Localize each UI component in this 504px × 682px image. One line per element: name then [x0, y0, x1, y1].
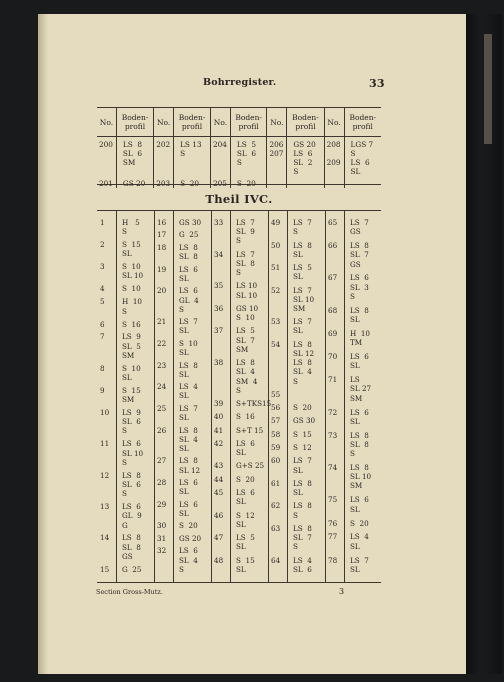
col-header-no: No.: [210, 108, 230, 137]
soil-profile: LS 7 SL 9 S: [236, 218, 255, 246]
col-header-profile: Boden- profil: [116, 108, 153, 137]
soil-profile: LS 8 S: [293, 501, 312, 520]
boring-number: 78: [328, 555, 338, 565]
boring-number: 65: [328, 218, 338, 227]
col-header-no: No.: [267, 108, 287, 137]
soil-profile: G 25: [179, 230, 199, 240]
boring-number: 73: [328, 430, 338, 440]
soil-profile: S 16: [122, 319, 141, 329]
table-row: [97, 137, 381, 177]
boring-number: 28: [157, 478, 167, 488]
boring-number: 44: [214, 474, 224, 484]
soil-profile: LS 8 SL 8 S: [350, 430, 369, 459]
soil-profile: LS SL 27 SM: [350, 375, 372, 403]
soil-profile: LS 6 SL: [236, 488, 255, 507]
cell-no: 205: [210, 176, 230, 188]
boring-number: 13: [100, 502, 110, 512]
soil-profile: LS 4 SL: [179, 382, 198, 401]
boring-number: 45: [214, 488, 224, 498]
boring-number: 12: [100, 470, 110, 480]
boring-number: 70: [328, 352, 338, 362]
table-column-rule: [268, 210, 269, 582]
boring-number: 1: [100, 218, 105, 227]
boring-number: 4: [100, 284, 105, 294]
soil-profile: LS 7 SL: [293, 317, 312, 336]
soil-profile: GS 30: [293, 416, 316, 426]
soil-profile: LS 6 SL: [179, 478, 198, 497]
boring-number: 67: [328, 273, 338, 283]
cell-profile: LGS 7 S LS 6 SL: [350, 140, 374, 176]
soil-profile: LS 9 SL 5 SM: [122, 332, 141, 360]
soil-profile: S 12 SL: [236, 510, 255, 529]
soil-profile: S+TKS15: [236, 399, 272, 409]
boring-number: 48: [214, 555, 224, 565]
boring-number: 63: [271, 523, 281, 533]
soil-profile: LS 7 SL: [293, 456, 312, 475]
soil-profile: S 16: [236, 412, 255, 422]
section-divider: [97, 184, 381, 185]
soil-profile: LS 7 GS: [350, 218, 369, 237]
soil-profile: LS 8 SL 7 GS: [350, 241, 369, 269]
soil-profile: LS 10 SL 10: [236, 281, 258, 300]
boring-number: 62: [271, 501, 281, 511]
soil-profile: S 10 SL: [122, 363, 141, 382]
boring-number: 61: [271, 478, 281, 488]
boring-number: 16: [157, 218, 167, 227]
soil-profile: GS 20: [179, 533, 202, 543]
table-column-rule: [116, 210, 117, 582]
soil-profile: LS 8 SL 4 SL: [179, 425, 198, 453]
boring-number: 8: [100, 363, 105, 373]
table-column-rule: [230, 210, 231, 582]
col-header-profile: Boden- profil: [344, 108, 381, 137]
cell-no: [324, 176, 344, 188]
col-header-profile: Boden- profil: [287, 108, 324, 137]
soil-profile: LS 6 SL: [350, 407, 369, 426]
boring-number: 39: [214, 399, 224, 409]
soil-profile: LS 8 SL 8: [179, 242, 198, 262]
soil-profile: H 10 TM: [350, 328, 370, 348]
soil-profile: S 12: [293, 443, 312, 453]
col-header-no: No.: [154, 108, 174, 137]
boring-number: 14: [100, 533, 110, 543]
cell-no: 208 209: [324, 137, 344, 177]
soil-profile: LS 8 SL: [179, 360, 198, 379]
soil-profile: GS 30: [179, 218, 202, 227]
boring-number: 38: [214, 358, 224, 368]
boring-number: 50: [271, 240, 281, 250]
soil-profile: LS 8 SL 10 SM: [350, 463, 372, 491]
footer-signature: 3: [339, 587, 345, 596]
soil-profile: LS 7 SL: [179, 317, 198, 336]
boring-number: 41: [214, 425, 224, 435]
soil-profile: S 15 SL: [236, 555, 255, 574]
boring-number: 76: [328, 518, 338, 528]
soil-profile: LS 8 SL 7 S: [293, 523, 312, 552]
soil-profile: LS 8 SL 6 S: [122, 470, 141, 499]
soil-profile: S 15 SM: [122, 385, 141, 405]
soil-profile: LS 8 SL 8 GS: [122, 533, 141, 561]
boring-number: 47: [214, 533, 224, 543]
boring-number: 58: [271, 429, 281, 439]
boring-number: 40: [214, 412, 224, 422]
soil-profile: LS 6 SL 4 S: [179, 546, 198, 574]
boring-number: 71: [328, 375, 338, 385]
boring-number: 5: [100, 297, 105, 307]
cell-profile: [287, 176, 324, 188]
boring-number: 17: [157, 230, 167, 240]
boring-number: 20: [157, 286, 167, 296]
soil-profile: LS 7 SL 8 S: [236, 249, 255, 278]
footer-section-name: Section Gross-Mutz.: [96, 588, 163, 596]
boring-number: 6: [100, 319, 105, 329]
boring-number: 51: [271, 263, 281, 272]
soil-profile: LS 6 SL 10 S: [122, 439, 144, 467]
boring-number: 32: [157, 546, 167, 556]
soil-profile: LS 6 SL 3 S: [350, 273, 369, 301]
soil-profile: LS 5 SL 7 SM: [236, 326, 255, 354]
boring-number: 37: [214, 326, 224, 336]
table-column-rule: [325, 210, 326, 582]
table-column-rule: [287, 210, 288, 582]
cell-no: 202: [154, 137, 174, 177]
soil-profile: S 15: [293, 429, 312, 439]
soil-profile: LS 5 SL: [293, 263, 312, 282]
boring-number: 18: [157, 242, 167, 252]
cell-profile: GS 20 LS 6 SL 2 S: [287, 137, 324, 177]
running-head-title: Bohrregister.: [203, 77, 277, 88]
soil-profile: LS 6 SL: [179, 264, 198, 283]
boring-number: 27: [157, 456, 167, 466]
soil-profile: LS 6 SL: [350, 495, 369, 514]
boring-number: 23: [157, 360, 167, 370]
cell-no: [267, 176, 287, 188]
table-column-rule: [154, 210, 155, 582]
soil-profile: LS 4 SL 6: [293, 555, 312, 574]
cell-no: 203: [154, 176, 174, 188]
soil-profile: LS 8 SL 4 SM 4 S: [236, 358, 258, 395]
cell-profile: [344, 176, 381, 188]
col-header-no: No.: [324, 108, 344, 137]
boring-number: 30: [157, 521, 167, 531]
boring-number: 43: [214, 461, 224, 471]
boring-number: 46: [214, 510, 224, 520]
boring-number: 33: [214, 218, 224, 227]
boring-number: 35: [214, 281, 224, 291]
boring-number: 74: [328, 463, 338, 473]
table-column-rule: [211, 210, 212, 582]
soil-profile: S 10 SL: [179, 338, 198, 358]
boring-number: 10: [100, 408, 110, 418]
soil-profile: LS 7 S: [293, 218, 312, 237]
soil-profile: LS 8 SL: [293, 478, 312, 498]
soil-profile: G+S 25: [236, 461, 265, 471]
boring-number: 34: [214, 249, 224, 259]
col-header-profile: Boden- profil: [174, 108, 211, 137]
boring-number: 49: [271, 218, 281, 227]
cell-profile: GS 20: [116, 176, 153, 188]
cell-profile: S 20: [230, 176, 267, 188]
boring-number: 64: [271, 555, 281, 565]
book-edge: [466, 14, 502, 674]
boring-number: 54: [271, 339, 281, 349]
boring-number: 66: [328, 241, 338, 251]
boring-number: 26: [157, 425, 167, 435]
cell-profile: LS 5 SL 6 S: [230, 137, 267, 177]
soil-profile: S 15 SL: [122, 240, 141, 259]
boring-number: 24: [157, 382, 167, 392]
cell-profile: LS 8 SL 6 SM: [116, 137, 153, 177]
boring-number: 3: [100, 262, 105, 272]
soil-profile: LS 8 SL: [350, 305, 369, 325]
boring-number: 7: [100, 332, 105, 342]
boring-number: 29: [157, 499, 167, 509]
soil-profile: LS 7 SL 10 SM: [293, 285, 315, 313]
page-gutter-shadow: [38, 14, 48, 674]
top-table-header-row: [97, 108, 381, 137]
soil-profile: LS 5 SL: [236, 533, 255, 552]
soil-profile: S 20: [236, 474, 255, 484]
soil-profile: LS 4 SL: [350, 532, 369, 551]
boring-number: 53: [271, 317, 281, 327]
boring-number: 21: [157, 317, 167, 327]
boring-number: 55: [271, 389, 281, 399]
boring-number: 52: [271, 285, 281, 295]
boring-number: 2: [100, 240, 105, 250]
boring-number: 59: [271, 443, 281, 453]
boring-number: 15: [100, 564, 110, 574]
soil-profile: LS 7 SL: [350, 555, 369, 574]
soil-profile: LS 6 GL 9 G: [122, 502, 142, 530]
table-column-rule: [173, 210, 174, 582]
top-register-table: [97, 107, 381, 188]
table-column-rule: [344, 210, 345, 582]
boring-number: 42: [214, 438, 224, 448]
boring-number: 9: [100, 385, 105, 395]
boring-number: 69: [328, 328, 338, 338]
table-row: [97, 176, 381, 188]
soil-profile: LS 8 SL 12 LS 8 SL 4 S: [293, 339, 315, 386]
soil-profile: LS 6 SL: [179, 499, 198, 518]
boring-number: 57: [271, 416, 281, 426]
soil-profile: G 25: [122, 564, 142, 574]
boring-number: 11: [100, 439, 110, 449]
soil-profile: S 10: [122, 284, 141, 294]
soil-profile: LS 8 SL 12: [179, 456, 201, 475]
soil-profile: LS 6 GL 4 S: [179, 286, 199, 314]
boring-number: 68: [328, 305, 338, 315]
boring-number: 19: [157, 264, 167, 274]
boring-number: 72: [328, 407, 338, 417]
cell-no: 201: [97, 176, 116, 188]
soil-profile: S 10 SL 10: [122, 262, 144, 281]
boring-number: 60: [271, 456, 281, 466]
boring-number: 56: [271, 403, 281, 413]
table-bottom-rule: [97, 582, 381, 583]
boring-number: 31: [157, 533, 167, 543]
soil-profile: LS 6 SL: [236, 438, 255, 458]
soil-profile: S 20: [350, 518, 369, 528]
boring-number: 36: [214, 303, 224, 313]
cell-no: 206 207: [267, 137, 287, 177]
soil-profile: H 10 S: [122, 297, 142, 316]
cell-no: 204: [210, 137, 230, 177]
soil-profile: LS 7 SL: [179, 403, 198, 423]
cell-profile: LS 13 S: [174, 137, 211, 177]
section-divider: [97, 210, 381, 211]
boring-number: 77: [328, 532, 338, 542]
soil-profile: LS 8 SL: [293, 240, 312, 259]
soil-profile: S 20: [179, 521, 198, 531]
soil-profile: S+T 15: [236, 425, 264, 435]
col-header-no: No.: [97, 108, 116, 137]
col-header-profile: Boden- profil: [230, 108, 267, 137]
soil-profile: H 5 S: [122, 218, 140, 237]
section-title: Theil IVC.: [205, 192, 273, 206]
cell-profile: S 20: [174, 176, 211, 188]
soil-profile: LS 9 SL 6 S: [122, 408, 141, 436]
page-number: 33: [369, 77, 385, 90]
soil-profile: LS 6 SL: [350, 352, 369, 371]
boring-number: 25: [157, 403, 167, 413]
boring-number: 22: [157, 338, 167, 348]
soil-profile: S 20: [293, 403, 312, 413]
cell-no: 200: [97, 137, 116, 177]
soil-profile: GS 10 S 10: [236, 303, 259, 323]
boring-number: 75: [328, 495, 338, 505]
